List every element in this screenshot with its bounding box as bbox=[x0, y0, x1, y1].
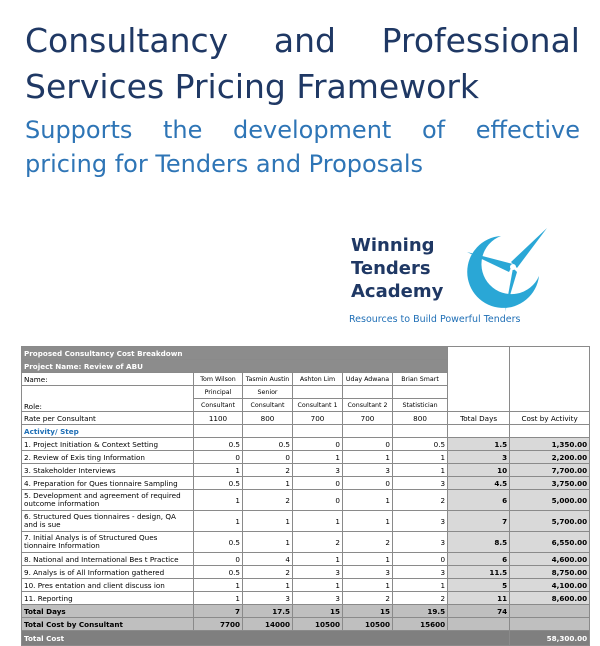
activity-name: 9. Analys is of All Information gathered bbox=[22, 566, 194, 579]
days-cell: 3 bbox=[293, 464, 343, 477]
days-cell: 3 bbox=[393, 532, 448, 553]
rate-label: Rate per Consultant bbox=[22, 412, 194, 425]
days-cell: 1 bbox=[393, 579, 448, 592]
total-cost-label: Total Cost by Consultant bbox=[22, 618, 194, 631]
days-cell: 1 bbox=[393, 464, 448, 477]
days-cell: 1 bbox=[194, 592, 243, 605]
cost-cell: 4,600.00 bbox=[510, 553, 590, 566]
staff-role: Statistician bbox=[393, 399, 448, 412]
activity-name: 1. Project Initiation & Context Setting bbox=[22, 438, 194, 451]
days-cell: 2 bbox=[243, 490, 293, 511]
role-label: Role: bbox=[22, 386, 194, 412]
activity-label: Activity/ Step bbox=[22, 425, 194, 438]
days-cell: 1 bbox=[343, 451, 393, 464]
total-days-label: Total Days bbox=[22, 605, 194, 618]
days-cell: 1 bbox=[293, 553, 343, 566]
staff-rate: 800 bbox=[243, 412, 293, 425]
title-line-2: Services Pricing Framework bbox=[25, 67, 480, 106]
total-days-cell: 6 bbox=[448, 490, 510, 511]
total-days-cell: 11 bbox=[448, 592, 510, 605]
days-cell: 0.5 bbox=[194, 566, 243, 579]
staff-name-row bbox=[22, 373, 590, 386]
subtitle-word: development bbox=[233, 116, 392, 144]
cost-cell: 1,350.00 bbox=[510, 438, 590, 451]
table-row bbox=[22, 451, 590, 464]
staff-name: Tasmin Austin bbox=[243, 373, 293, 386]
table-row bbox=[22, 464, 590, 477]
days-cell: 2 bbox=[393, 490, 448, 511]
cost-cell: 8,600.00 bbox=[510, 592, 590, 605]
project-name: Project Name: Review of ABU bbox=[22, 360, 448, 373]
table-row bbox=[22, 477, 590, 490]
staff-rate: 700 bbox=[293, 412, 343, 425]
days-cell: 2 bbox=[243, 566, 293, 579]
subtitle-word: effective bbox=[475, 116, 580, 144]
staff-role: Senior bbox=[243, 386, 293, 399]
days-cell: 2 bbox=[243, 464, 293, 477]
staff-role: Principal bbox=[194, 386, 243, 399]
days-cell: 2 bbox=[343, 532, 393, 553]
days-cell: 0 bbox=[194, 451, 243, 464]
staff-role: Consultant 1 bbox=[293, 399, 343, 412]
days-cell: 3 bbox=[243, 592, 293, 605]
total-cost-row bbox=[22, 618, 590, 631]
grand-total-days: 74 bbox=[448, 605, 510, 618]
logo-wordmark bbox=[351, 234, 443, 303]
logo-tagline: Resources to Build Powerful Tenders bbox=[349, 314, 521, 325]
days-cell: 0 bbox=[343, 477, 393, 490]
total-days-cell: 11.5 bbox=[448, 566, 510, 579]
activity-name: 10. Pres entation and client discuss ion bbox=[22, 579, 194, 592]
days-cell: 3 bbox=[293, 566, 343, 579]
cost-cell: 7,700.00 bbox=[510, 464, 590, 477]
subtitle-word: Supports bbox=[25, 116, 133, 144]
days-cell: 3 bbox=[343, 566, 393, 579]
staff-name: Brian Smart bbox=[393, 373, 448, 386]
logo-line-2: Tenders bbox=[351, 258, 431, 279]
days-cell: 1 bbox=[293, 511, 343, 532]
days-cell: 1 bbox=[293, 451, 343, 464]
page-title bbox=[25, 18, 580, 110]
days-cell: 0 bbox=[194, 553, 243, 566]
days-cell: 1 bbox=[194, 579, 243, 592]
days-cell: 0 bbox=[293, 490, 343, 511]
activity-name: 7. Initial Analys is of Structured Ques tionnaire Information bbox=[22, 532, 194, 553]
staff-name: Uday Adwana bbox=[343, 373, 393, 386]
activity-name: 6. Structured Ques tionnaires - design, QA and is sue bbox=[22, 511, 194, 532]
subtitle-word: the bbox=[163, 116, 203, 144]
days-cell: 0.5 bbox=[194, 532, 243, 553]
days-cell: 3 bbox=[343, 464, 393, 477]
total-days-cell: 1.5 bbox=[448, 438, 510, 451]
total-days-cell: 5 bbox=[448, 579, 510, 592]
grand-total-row bbox=[22, 631, 590, 646]
cost-by-activity-header: Cost by Activity bbox=[510, 412, 590, 425]
cost-cell: 3,750.00 bbox=[510, 477, 590, 490]
days-cell: 1 bbox=[243, 511, 293, 532]
total-days-value: 19.5 bbox=[393, 605, 448, 618]
activity-name: 2. Review of Exis ting Information bbox=[22, 451, 194, 464]
grand-total-label: Total Cost bbox=[22, 631, 510, 646]
total-days-value: 7 bbox=[194, 605, 243, 618]
total-cost-value: 10500 bbox=[343, 618, 393, 631]
activity-name: 4. Preparation for Ques tionnaire Sampling bbox=[22, 477, 194, 490]
total-days-cell: 7 bbox=[448, 511, 510, 532]
staff-role bbox=[393, 386, 448, 399]
staff-name: Tom Wilson bbox=[194, 373, 243, 386]
days-cell: 0 bbox=[293, 477, 343, 490]
days-cell: 1 bbox=[194, 511, 243, 532]
days-cell: 2 bbox=[393, 592, 448, 605]
activity-name: 11. Reporting bbox=[22, 592, 194, 605]
total-days-cell: 3 bbox=[448, 451, 510, 464]
days-cell: 3 bbox=[293, 592, 343, 605]
activity-name: 8. National and International Bes t Practice bbox=[22, 553, 194, 566]
days-cell: 1 bbox=[243, 477, 293, 490]
rate-row bbox=[22, 412, 590, 425]
activity-name: 3. Stakeholder Interviews bbox=[22, 464, 194, 477]
total-days-header: Total Days bbox=[448, 412, 510, 425]
total-days-value: 15 bbox=[293, 605, 343, 618]
days-cell: 3 bbox=[393, 511, 448, 532]
total-days-cell: 6 bbox=[448, 553, 510, 566]
activity-header-row bbox=[22, 425, 590, 438]
cost-cell: 6,550.00 bbox=[510, 532, 590, 553]
table-row bbox=[22, 490, 590, 511]
title-word: Consultancy bbox=[25, 21, 229, 60]
total-cost-value: 10500 bbox=[293, 618, 343, 631]
days-cell: 0.5 bbox=[243, 438, 293, 451]
total-days-cell: 4.5 bbox=[448, 477, 510, 490]
total-days-row bbox=[22, 605, 590, 618]
cost-cell: 5,000.00 bbox=[510, 490, 590, 511]
total-cost-value: 7700 bbox=[194, 618, 243, 631]
days-cell: 1 bbox=[194, 490, 243, 511]
days-cell: 2 bbox=[343, 592, 393, 605]
staff-role: Consultant 2 bbox=[343, 399, 393, 412]
cost-cell: 2,200.00 bbox=[510, 451, 590, 464]
days-cell: 1 bbox=[293, 579, 343, 592]
page-subtitle bbox=[25, 113, 580, 181]
staff-role: Consultant bbox=[243, 399, 293, 412]
days-cell: 0.5 bbox=[194, 438, 243, 451]
total-cost-value: 15600 bbox=[393, 618, 448, 631]
table-row bbox=[22, 438, 590, 451]
compass-star-icon bbox=[453, 224, 553, 316]
days-cell: 3 bbox=[393, 566, 448, 579]
days-cell: 0.5 bbox=[194, 477, 243, 490]
staff-rate: 1100 bbox=[194, 412, 243, 425]
total-days-value: 17.5 bbox=[243, 605, 293, 618]
days-cell: 1 bbox=[343, 511, 393, 532]
table-row bbox=[22, 511, 590, 532]
title-word: and bbox=[273, 21, 336, 60]
table-row bbox=[22, 566, 590, 579]
total-days-cell: 10 bbox=[448, 464, 510, 477]
table-row bbox=[22, 553, 590, 566]
staff-role: Consultant bbox=[194, 399, 243, 412]
staff-rate: 800 bbox=[393, 412, 448, 425]
days-cell: 0 bbox=[343, 438, 393, 451]
days-cell: 0 bbox=[293, 438, 343, 451]
table-row bbox=[22, 592, 590, 605]
days-cell: 2 bbox=[293, 532, 343, 553]
table-row bbox=[22, 579, 590, 592]
days-cell: 1 bbox=[243, 579, 293, 592]
cost-cell: 4,100.00 bbox=[510, 579, 590, 592]
days-cell: 1 bbox=[343, 490, 393, 511]
staff-name: Ashton Lim bbox=[293, 373, 343, 386]
logo bbox=[345, 228, 560, 333]
staff-rate: 700 bbox=[343, 412, 393, 425]
days-cell: 3 bbox=[393, 477, 448, 490]
subtitle-word: of bbox=[421, 116, 446, 144]
days-cell: 0.5 bbox=[393, 438, 448, 451]
title-word: Professional bbox=[381, 21, 580, 60]
days-cell: 1 bbox=[243, 532, 293, 553]
table-header-row bbox=[22, 347, 590, 360]
cost-breakdown-table bbox=[21, 346, 589, 646]
staff-role bbox=[343, 386, 393, 399]
total-days-value: 15 bbox=[343, 605, 393, 618]
days-cell: 1 bbox=[194, 464, 243, 477]
total-days-cell: 8.5 bbox=[448, 532, 510, 553]
table-title: Proposed Consultancy Cost Breakdown bbox=[22, 347, 448, 360]
days-cell: 1 bbox=[343, 553, 393, 566]
activity-name: 5. Development and agreement of required outcome information bbox=[22, 490, 194, 511]
subtitle-line-2: pricing for Tenders and Proposals bbox=[25, 150, 424, 178]
grand-total-value: 58,300.00 bbox=[510, 631, 590, 646]
staff-role bbox=[293, 386, 343, 399]
name-label: Name: bbox=[22, 373, 194, 386]
days-cell: 4 bbox=[243, 553, 293, 566]
days-cell: 0 bbox=[243, 451, 293, 464]
days-cell: 1 bbox=[343, 579, 393, 592]
cost-cell: 5,700.00 bbox=[510, 511, 590, 532]
logo-line-1: Winning bbox=[351, 235, 435, 256]
cost-cell: 8,750.00 bbox=[510, 566, 590, 579]
table-row bbox=[22, 532, 590, 553]
days-cell: 1 bbox=[393, 451, 448, 464]
days-cell: 0 bbox=[393, 553, 448, 566]
total-cost-value: 14000 bbox=[243, 618, 293, 631]
logo-line-3: Academy bbox=[351, 281, 444, 302]
